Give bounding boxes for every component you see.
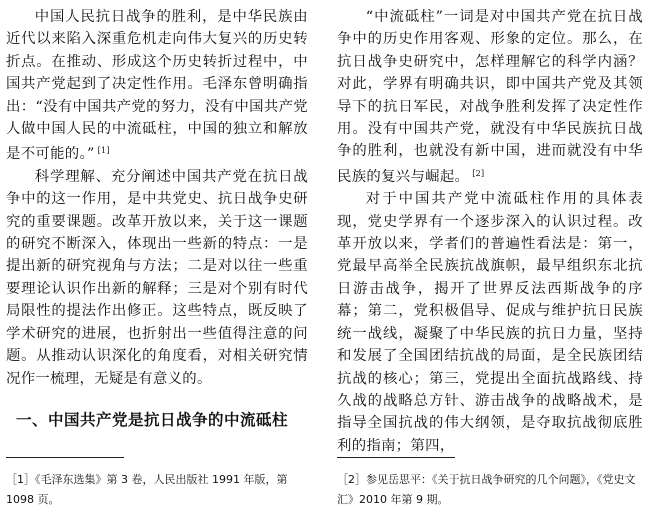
right-paragraph-1 (337, 6, 643, 188)
footnote-divider-right (337, 457, 455, 458)
footnote-ref-2[interactable]: [2] (472, 168, 485, 178)
footnote-divider-left (6, 457, 124, 458)
right-paragraph-2: 对于中国共产党中流砥柱作用的具体表现，党史学界有一个逐步深入的认识过程。改革开放以来，学者们的普遍性看法是：第一，党最早高举全民族抗战旗帜，最早组织东北抗日游击战争，揭开了世界反法西斯战争的序幕；第二，党积极倡导、促成与维护抗日民族统一战线，凝聚了中华民族的抗日力量，坚持和发展了全国团结抗战的局面，是全民族团结抗战的核心；第三，党提出全面抗战路线、持久战的战略总方针、游击战争的战略战术，是指导全国抗战的伟大纲领，是夺取抗战彻底胜利的指南；第四， (337, 191, 643, 454)
left-column (6, 6, 308, 430)
left-paragraph-1 (6, 6, 308, 166)
right-paragraph-1-text: “中流砥柱”一词是对中国共产党在抗日战争中的历史作用客观、形象的定位。那么，在抗日战争史研究中，怎样理解它的科学内涵？对此，学界有明确共识，即中国共产党及其领导下的抗日军民，对战争胜利发挥了决定性作用。没有中国共产党，就没有中华民族抗日战争的胜利，也就没有新中国，进而就没有中华民族的复兴与崛起。 (337, 9, 643, 185)
right-column (337, 6, 643, 457)
left-paragraph-1-text: 中国人民抗日战争的胜利，是中华民族由近代以来陷入深重危机走向伟大复兴的历史转折点。在推动、形成这个历史转折过程中，中国共产党起到了决定性作用。毛泽东曾明确指出：“没有中国共产党的努力，没有中国共产党人做中国人民的中流砥柱，中国的独立和解放是不可能的。” (6, 9, 308, 163)
footnote-1: ［1］《毛泽东选集》第 3 卷，人民出版社 1991 年版，第 1098 页。 (6, 473, 288, 506)
section-heading: 一、中国共产党是抗日战争的中流砥柱 (16, 410, 289, 429)
footnote-ref-1[interactable]: [1] (97, 146, 110, 156)
footnote-2: ［2］参见岳思平：《关于抗日战争研究的几个问题》，《党史文汇》2010 年第 9 期。 (337, 473, 636, 506)
left-paragraph-2: 科学理解、充分阐述中国共产党在抗日战争中的这一作用，是中共党史、抗日战争史研究的重要课题。改革开放以来，关于这一课题的研究不断深入，体现出一些新的特点：一是提出新的研究视角与方法；二是对以往一些重要理论认识作出新的解释；三是对个别有时代局限性的提法作出修正。这些特点，既反映了学术研究的进展，也折射出一些值得注意的问题。从推动认识深化的角度看，对相关研究情况作一梳理，无疑是有意义的。 (6, 168, 308, 387)
